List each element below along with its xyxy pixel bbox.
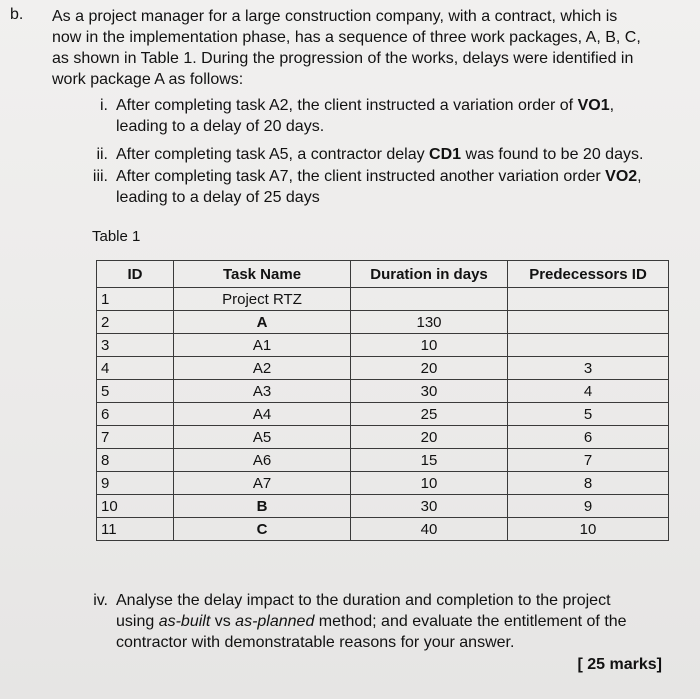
item-code: VO2 bbox=[605, 168, 638, 185]
table-row bbox=[97, 426, 669, 449]
cell-duration: 130 bbox=[351, 311, 508, 334]
cell-duration bbox=[351, 288, 508, 311]
item-text-end: , bbox=[609, 97, 615, 114]
table-header-row bbox=[97, 261, 669, 288]
as-planned-term: as-planned bbox=[235, 613, 315, 630]
table-row bbox=[97, 495, 669, 518]
cell-predecessor: 9 bbox=[508, 495, 669, 518]
delay-item-1 bbox=[68, 95, 676, 137]
cell-predecessor: 7 bbox=[508, 449, 669, 472]
question-iv bbox=[68, 590, 661, 653]
intro-line: As a project manager for a large construction company, with a contract, which is bbox=[52, 8, 618, 25]
task-table bbox=[96, 260, 669, 541]
cell-duration: 10 bbox=[351, 472, 508, 495]
cell-task-name: B bbox=[174, 495, 351, 518]
cell-id: 11 bbox=[97, 518, 174, 541]
as-built-term: as-built bbox=[158, 613, 211, 630]
item-text: After completing task A2, the client instructed a variation order of bbox=[116, 97, 578, 114]
item-number: iii. bbox=[92, 168, 108, 185]
header-duration: Duration in days bbox=[351, 261, 508, 288]
cell-predecessor bbox=[508, 311, 669, 334]
cell-task-name: A bbox=[174, 311, 351, 334]
cell-task-name: A7 bbox=[174, 472, 351, 495]
cell-task-name: A1 bbox=[174, 334, 351, 357]
cell-id: 5 bbox=[97, 380, 174, 403]
cell-id: 6 bbox=[97, 403, 174, 426]
cell-task-name: Project RTZ bbox=[174, 288, 351, 311]
item-line2: leading to a delay of 20 days. bbox=[116, 118, 325, 135]
cell-duration: 20 bbox=[351, 357, 508, 380]
cell-predecessor: 6 bbox=[508, 426, 669, 449]
cell-id: 4 bbox=[97, 357, 174, 380]
cell-duration: 20 bbox=[351, 426, 508, 449]
cell-predecessor: 5 bbox=[508, 403, 669, 426]
table-row bbox=[97, 288, 669, 311]
cell-predecessor: 3 bbox=[508, 357, 669, 380]
cell-duration: 10 bbox=[351, 334, 508, 357]
cell-duration: 30 bbox=[351, 495, 508, 518]
intro-line: as shown in Table 1. During the progression of the works, delays were identified in bbox=[52, 50, 634, 67]
cell-id: 9 bbox=[97, 472, 174, 495]
cell-task-name: A2 bbox=[174, 357, 351, 380]
cell-duration: 30 bbox=[351, 380, 508, 403]
cell-task-name: A4 bbox=[174, 403, 351, 426]
cell-id: 3 bbox=[97, 334, 174, 357]
cell-predecessor: 4 bbox=[508, 380, 669, 403]
cell-id: 2 bbox=[97, 311, 174, 334]
table-row bbox=[97, 518, 669, 541]
header-predecessors: Predecessors ID bbox=[508, 261, 669, 288]
item-number: ii. bbox=[96, 146, 108, 163]
item-number: iv. bbox=[93, 592, 108, 609]
cell-predecessor: 10 bbox=[508, 518, 669, 541]
cell-duration: 25 bbox=[351, 403, 508, 426]
cell-task-name: A6 bbox=[174, 449, 351, 472]
intro-line: work package A as follows: bbox=[52, 71, 244, 88]
cell-task-name: C bbox=[174, 518, 351, 541]
cell-task-name: A3 bbox=[174, 380, 351, 403]
table-row bbox=[97, 357, 669, 380]
cell-predecessor: 8 bbox=[508, 472, 669, 495]
table-row bbox=[97, 449, 669, 472]
delay-item-2 bbox=[68, 144, 676, 165]
item-line2: leading to a delay of 25 days bbox=[116, 189, 320, 206]
item-code: VO1 bbox=[577, 97, 610, 114]
header-id: ID bbox=[97, 261, 174, 288]
item-number: i. bbox=[100, 97, 108, 114]
cell-id: 7 bbox=[97, 426, 174, 449]
q4-line1: Analyse the delay impact to the duration and completion to the project bbox=[116, 592, 611, 609]
table-row bbox=[97, 311, 669, 334]
table-row bbox=[97, 403, 669, 426]
marks-label: [ 25 marks] bbox=[577, 656, 662, 673]
q4-line3: contractor with demonstratable reasons for your answer. bbox=[116, 634, 515, 651]
header-task-name: Task Name bbox=[174, 261, 351, 288]
cell-duration: 40 bbox=[351, 518, 508, 541]
cell-task-name: A5 bbox=[174, 426, 351, 449]
cell-predecessor bbox=[508, 288, 669, 311]
item-text-end: was found to be 20 days. bbox=[461, 146, 644, 163]
delay-item-3 bbox=[68, 166, 676, 208]
question-intro bbox=[52, 6, 677, 90]
cell-predecessor bbox=[508, 334, 669, 357]
cell-id: 1 bbox=[97, 288, 174, 311]
intro-line: now in the implementation phase, has a sequence of three work packages, A, B, C, bbox=[52, 29, 641, 46]
cell-id: 10 bbox=[97, 495, 174, 518]
item-text: After completing task A5, a contractor delay bbox=[116, 146, 430, 163]
cell-duration: 15 bbox=[351, 449, 508, 472]
table-row bbox=[97, 380, 669, 403]
item-code: CD1 bbox=[429, 146, 462, 163]
cell-id: 8 bbox=[97, 449, 174, 472]
q4-text: using bbox=[116, 613, 159, 630]
table-row bbox=[97, 472, 669, 495]
item-text: After completing task A7, the client instructed another variation order bbox=[116, 168, 606, 185]
table-row bbox=[97, 334, 669, 357]
q4-text: method; and evaluate the entitlement of the bbox=[314, 613, 627, 630]
question-label: b. bbox=[10, 6, 24, 23]
table-caption: Table 1 bbox=[92, 228, 141, 245]
item-text-end: , bbox=[637, 168, 642, 185]
q4-text: vs bbox=[210, 613, 236, 630]
